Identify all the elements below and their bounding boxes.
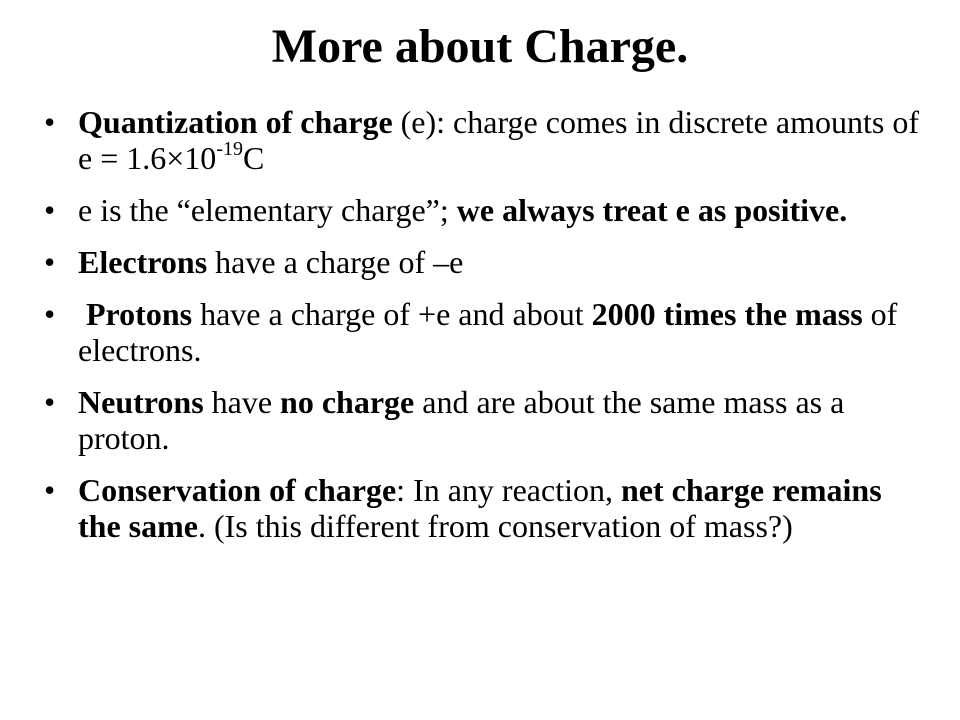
bullet-neutrons	[44, 384, 924, 456]
bullet-text: (e): charge comes in discrete amounts of e = 1.6×10	[78, 104, 919, 176]
bullet-text: have a charge of +e and about	[192, 296, 592, 332]
bold-text: Quantization of charge	[78, 104, 393, 140]
bullet-dot: •	[44, 384, 56, 420]
bold-text: we always treat e as positive.	[456, 192, 848, 228]
unit-text: C	[242, 140, 265, 176]
bullet-electrons	[44, 244, 924, 280]
bullet-text: have	[203, 384, 281, 420]
bullet-list	[44, 104, 924, 560]
bullet-conservation	[44, 472, 924, 544]
bold-text: Electrons	[78, 244, 208, 280]
bullet-text: e is the “elementary charge”;	[78, 192, 457, 228]
bullet-text: and are about the same mass as a proton.	[78, 384, 845, 456]
bullet-dot: •	[44, 296, 56, 332]
bold-text: Conservation of charge	[78, 472, 397, 508]
exponent: -19	[216, 138, 243, 160]
bullet-dot: •	[44, 104, 56, 140]
bullet-text: of electrons.	[78, 296, 898, 368]
bold-text: Neutrons	[78, 384, 204, 420]
bullet-dot: •	[44, 192, 56, 228]
bullet-text: : In any reaction,	[396, 472, 621, 508]
bold-text: Protons	[86, 296, 193, 332]
bullet-text: have a charge of –e	[207, 244, 464, 280]
bullet-protons	[44, 296, 924, 368]
bullet-dot: •	[44, 244, 56, 280]
bold-text: 2000 times the mass	[591, 296, 863, 332]
bullet-quantization	[44, 104, 924, 176]
bold-text: no charge	[280, 384, 415, 420]
bullet-text: . (Is this different from conservation of mass?)	[197, 508, 793, 544]
slide-title: More about Charge.	[271, 20, 689, 73]
bold-text: net charge remains the same	[78, 472, 882, 544]
bullet-elementary-charge	[44, 192, 924, 228]
bullet-dot: •	[44, 472, 56, 508]
leading-space	[78, 296, 86, 332]
